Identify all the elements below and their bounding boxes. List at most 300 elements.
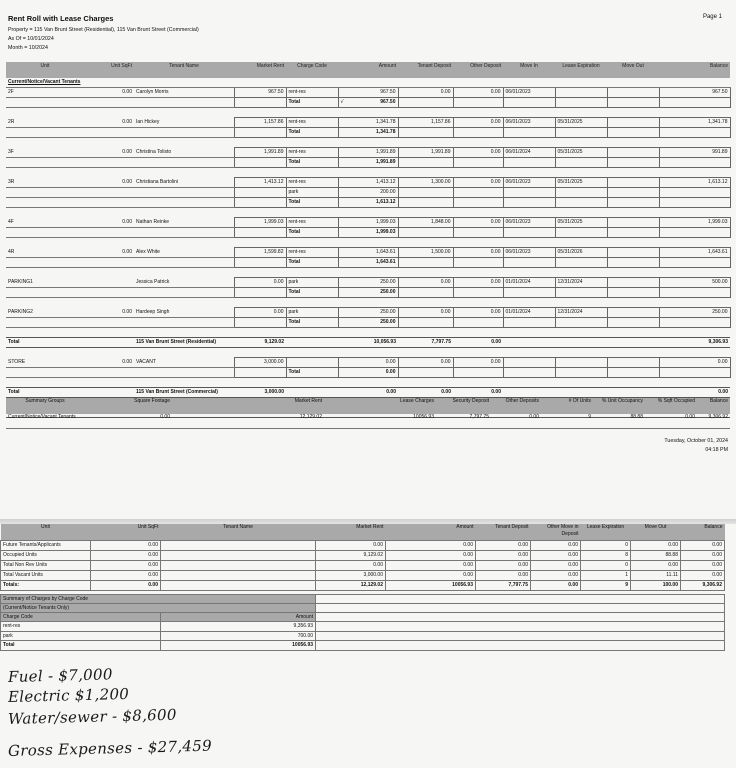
table-cell bbox=[286, 168, 338, 178]
table-cell bbox=[398, 198, 453, 208]
table-cell bbox=[286, 138, 338, 148]
col-unit: Unit bbox=[6, 62, 84, 78]
balance-cell: 500.00 bbox=[659, 278, 730, 288]
summary-sqft: 0.00 bbox=[91, 570, 161, 580]
table-cell bbox=[659, 298, 730, 308]
table-cell bbox=[134, 238, 234, 248]
table-cell bbox=[161, 580, 316, 590]
summary-balance: 9,306.92 bbox=[681, 580, 725, 590]
move-out-cell bbox=[607, 188, 659, 198]
printed-timestamp bbox=[664, 437, 728, 455]
table-cell bbox=[134, 108, 234, 118]
summary-deposit: 0.00 bbox=[476, 570, 531, 580]
tenant-cell: Christina Tolisto bbox=[134, 148, 234, 158]
table-cell bbox=[503, 378, 555, 388]
table-cell bbox=[503, 158, 555, 168]
lease-exp-cell: 05/31/2025 bbox=[555, 218, 607, 228]
table-cell bbox=[555, 138, 607, 148]
table-cell bbox=[607, 158, 659, 168]
summary-balance: 0.00 bbox=[681, 550, 725, 560]
unit-total-amount: 1,341.78 bbox=[338, 128, 398, 138]
table-cell bbox=[503, 368, 555, 378]
table-cell bbox=[607, 318, 659, 328]
table-cell bbox=[659, 198, 730, 208]
table-cell bbox=[503, 388, 555, 398]
table-cell bbox=[555, 358, 607, 368]
summary-occupancy: 88.88 bbox=[631, 550, 681, 560]
sqft-cell bbox=[84, 278, 134, 288]
as-of-line: As Of = 10/01/2024 bbox=[8, 36, 54, 42]
table-cell bbox=[286, 268, 338, 278]
table-cell bbox=[398, 378, 453, 388]
total-deposit: 0.00 bbox=[398, 388, 453, 398]
table-cell bbox=[84, 328, 134, 338]
move-in-cell: 06/01/2023 bbox=[503, 218, 555, 228]
charge-amount-col: Amount bbox=[161, 613, 316, 622]
table-cell bbox=[234, 98, 286, 108]
charge-code-col: Charge Code bbox=[1, 613, 161, 622]
table-cell bbox=[338, 378, 398, 388]
market-rent-cell: 1,157.86 bbox=[234, 118, 286, 128]
summary-market: 9,129.02 bbox=[316, 550, 386, 560]
table-cell bbox=[338, 268, 398, 278]
table-cell bbox=[6, 378, 84, 388]
unit-total-amount: 1,991.89 bbox=[338, 158, 398, 168]
spacer-row bbox=[6, 168, 730, 178]
unit-row bbox=[6, 248, 730, 258]
table-cell bbox=[659, 128, 730, 138]
other-deposit-cell: 0.00 bbox=[453, 308, 503, 318]
lease-exp-cell: 12/31/2024 bbox=[555, 278, 607, 288]
move-in-cell bbox=[503, 188, 555, 198]
table-cell bbox=[607, 378, 659, 388]
summary-other: 0.00 bbox=[531, 560, 581, 570]
col-unit-sqft: Unit SqFt bbox=[84, 62, 134, 78]
unit-total-label: Total bbox=[286, 198, 338, 208]
unit-total-row bbox=[6, 288, 730, 298]
table-cell bbox=[286, 108, 338, 118]
residential-total-row bbox=[6, 338, 730, 348]
balance-cell: 991.89 bbox=[659, 148, 730, 158]
table-cell bbox=[338, 298, 398, 308]
deposit-cell: 1,157.86 bbox=[398, 118, 453, 128]
unit-cell: 2R bbox=[6, 118, 84, 128]
other-deposit-cell: 0.00 bbox=[453, 178, 503, 188]
move-out-cell bbox=[607, 308, 659, 318]
table-cell bbox=[338, 238, 398, 248]
table-cell bbox=[453, 328, 503, 338]
table-cell bbox=[134, 168, 234, 178]
deposit-cell: 1,300.00 bbox=[398, 178, 453, 188]
total-deposit: 7,797.75 bbox=[398, 338, 453, 348]
market-rent-cell: 0.00 bbox=[234, 278, 286, 288]
table-cell bbox=[338, 328, 398, 338]
amount-cell: 0.00 bbox=[338, 358, 398, 368]
table-cell bbox=[234, 208, 286, 218]
table-cell bbox=[398, 138, 453, 148]
table-cell bbox=[607, 128, 659, 138]
table-cell bbox=[6, 258, 84, 268]
occupancy-row bbox=[1, 540, 725, 550]
table-cell bbox=[503, 128, 555, 138]
spacer-row bbox=[6, 298, 730, 308]
table-cell bbox=[161, 540, 316, 550]
tenant-cell: Alex White bbox=[134, 248, 234, 258]
handwritten-water-sewer: Water/sewer - $8,600 bbox=[7, 705, 177, 728]
amount-cell: 250.00 bbox=[338, 278, 398, 288]
unit-cell: 3F bbox=[6, 148, 84, 158]
table-cell bbox=[607, 358, 659, 368]
market-rent-cell bbox=[234, 188, 286, 198]
summary-balance: 0.00 bbox=[681, 560, 725, 570]
balance-cell: 1,643.61 bbox=[659, 248, 730, 258]
table-cell bbox=[6, 298, 84, 308]
total-other: 0.00 bbox=[453, 388, 503, 398]
other-deposit-cell: 0.00 bbox=[453, 118, 503, 128]
summary-other: 0.00 bbox=[531, 580, 581, 590]
table-cell bbox=[84, 158, 134, 168]
unit-total-row bbox=[6, 318, 730, 328]
table-cell bbox=[503, 318, 555, 328]
move-in-cell: 06/01/2023 bbox=[503, 88, 555, 98]
unit-cell bbox=[6, 188, 84, 198]
table-cell bbox=[84, 378, 134, 388]
market-rent-cell: 1,599.82 bbox=[234, 248, 286, 258]
table-cell bbox=[555, 328, 607, 338]
table-cell bbox=[453, 168, 503, 178]
table-cell bbox=[161, 560, 316, 570]
unit-row bbox=[6, 308, 730, 318]
charge-code-cell: rent-res bbox=[286, 218, 338, 228]
table-cell bbox=[555, 348, 607, 358]
table-cell bbox=[503, 298, 555, 308]
unit-row bbox=[6, 88, 730, 98]
table-cell bbox=[503, 228, 555, 238]
summary-groups-row: Current/Notice/Vacant Tenants 0.00 12,129.02 10056.93 7,797.75 0.00 9 88.88 0.00 9,306.92 bbox=[6, 414, 730, 428]
table-cell bbox=[503, 108, 555, 118]
unit-total-amount: 250.00 bbox=[338, 288, 398, 298]
table-cell bbox=[234, 368, 286, 378]
market-rent-cell: 3,000.00 bbox=[234, 358, 286, 368]
total-market: 9,129.02 bbox=[234, 338, 286, 348]
table-cell bbox=[659, 368, 730, 378]
table-cell bbox=[555, 378, 607, 388]
lease-exp-cell: 05/31/2025 bbox=[555, 118, 607, 128]
handwritten-gross-expenses: Gross Expenses - $27,459 bbox=[7, 736, 213, 760]
page-number: Page 1 bbox=[702, 14, 722, 20]
rent-roll-table bbox=[6, 62, 731, 418]
col-market-rent: Market Rent bbox=[234, 62, 286, 78]
unit-row bbox=[6, 278, 730, 288]
table-cell bbox=[503, 348, 555, 358]
unit-total-label: Total bbox=[286, 258, 338, 268]
table-cell bbox=[607, 198, 659, 208]
unit-cell: 4R bbox=[6, 248, 84, 258]
table-cell bbox=[503, 168, 555, 178]
spacer-row bbox=[6, 348, 730, 358]
occupancy-summary-table bbox=[0, 524, 725, 591]
deposit-cell: 0.00 bbox=[398, 278, 453, 288]
other-deposit-cell: 0.00 bbox=[453, 218, 503, 228]
table-cell bbox=[659, 108, 730, 118]
table-cell bbox=[555, 128, 607, 138]
table-cell bbox=[659, 228, 730, 238]
table-cell bbox=[555, 168, 607, 178]
charge-code-cell: park bbox=[286, 278, 338, 288]
table-cell bbox=[234, 128, 286, 138]
other-deposit-cell: 0.00 bbox=[453, 88, 503, 98]
table-cell bbox=[6, 108, 84, 118]
total-balance: 0.00 bbox=[659, 388, 730, 398]
table-cell bbox=[555, 388, 607, 398]
table-cell bbox=[659, 378, 730, 388]
move-out-cell bbox=[607, 148, 659, 158]
table-cell bbox=[6, 268, 84, 278]
summary-deposit: 0.00 bbox=[476, 540, 531, 550]
summary-other: 0.00 bbox=[531, 550, 581, 560]
balance-cell: 1,341.78 bbox=[659, 118, 730, 128]
deposit-cell: 0.00 bbox=[398, 308, 453, 318]
table-cell bbox=[6, 98, 84, 108]
table-cell bbox=[234, 258, 286, 268]
move-out-cell bbox=[607, 88, 659, 98]
table-cell bbox=[555, 298, 607, 308]
table-cell bbox=[503, 338, 555, 348]
table-cell bbox=[84, 238, 134, 248]
table-cell bbox=[398, 158, 453, 168]
summary-market: 12,129.02 bbox=[316, 580, 386, 590]
table-cell bbox=[134, 288, 234, 298]
table-cell bbox=[607, 328, 659, 338]
table-cell bbox=[134, 378, 234, 388]
table-cell bbox=[6, 368, 84, 378]
spacer-row bbox=[6, 208, 730, 218]
unit-total-amount: √ 967.50 bbox=[338, 98, 398, 108]
summary-sqft: 0.00 bbox=[91, 580, 161, 590]
table-cell bbox=[234, 198, 286, 208]
sqft-cell: 0.00 bbox=[84, 248, 134, 258]
table-cell bbox=[134, 128, 234, 138]
market-rent-cell: 1,991.89 bbox=[234, 148, 286, 158]
table-cell bbox=[453, 138, 503, 148]
market-rent-cell: 1,999.03 bbox=[234, 218, 286, 228]
table-cell bbox=[134, 208, 234, 218]
unit-row bbox=[6, 218, 730, 228]
table-cell bbox=[84, 318, 134, 328]
balance-cell: 1,999.03 bbox=[659, 218, 730, 228]
balance-cell bbox=[659, 188, 730, 198]
unit-cell: 4F bbox=[6, 218, 84, 228]
summary-balance: 0.00 bbox=[681, 570, 725, 580]
table-cell bbox=[234, 288, 286, 298]
other-deposit-cell: 0.00 bbox=[453, 278, 503, 288]
move-out-cell bbox=[607, 278, 659, 288]
deposit-cell bbox=[398, 188, 453, 198]
table-cell bbox=[453, 378, 503, 388]
summary-sqft: 0.00 bbox=[91, 560, 161, 570]
summary-label: Total Vacant Units bbox=[1, 570, 91, 580]
table-cell bbox=[6, 238, 84, 248]
table-cell bbox=[84, 98, 134, 108]
tenant-cell: VACANT bbox=[134, 358, 234, 368]
col-move-in: Move In bbox=[503, 62, 555, 78]
summary-deposit: 0.00 bbox=[476, 550, 531, 560]
table-cell bbox=[607, 268, 659, 278]
col-amount: Amount bbox=[338, 62, 398, 78]
col-other-deposit: Other Deposit bbox=[453, 62, 503, 78]
table-cell bbox=[659, 168, 730, 178]
table-cell bbox=[503, 208, 555, 218]
other-deposit-cell: 0.00 bbox=[453, 148, 503, 158]
spacer-row bbox=[6, 138, 730, 148]
table-cell bbox=[503, 238, 555, 248]
col-charge-code: Charge Code bbox=[286, 62, 338, 78]
charge-row: park 700.00 bbox=[1, 631, 725, 641]
table-cell bbox=[607, 108, 659, 118]
table-cell bbox=[6, 208, 84, 218]
summary-other: 0.00 bbox=[531, 570, 581, 580]
spacer-row bbox=[6, 238, 730, 248]
charge-total-row: Total 10056.93 bbox=[1, 641, 725, 651]
spacer-row bbox=[6, 378, 730, 388]
table-cell bbox=[607, 388, 659, 398]
table-cell bbox=[555, 108, 607, 118]
table-cell bbox=[134, 298, 234, 308]
rent-roll-header bbox=[6, 62, 730, 78]
summary-units: 0 bbox=[581, 560, 631, 570]
occupancy-header: Unit Unit SqFt Tenant Name Market Rent Amount Tenant Deposit Other Move in Deposit Lease Expiration Move Out Balance bbox=[1, 524, 725, 540]
lease-exp-cell bbox=[555, 88, 607, 98]
table-cell bbox=[6, 198, 84, 208]
tenant-cell: Christiana Bartolini bbox=[134, 178, 234, 188]
table-cell bbox=[134, 268, 234, 278]
table-cell bbox=[555, 268, 607, 278]
tenant-cell: Hardeep Singh bbox=[134, 308, 234, 318]
table-cell bbox=[398, 318, 453, 328]
table-cell bbox=[338, 348, 398, 358]
spacer-row bbox=[6, 328, 730, 338]
table-cell bbox=[84, 368, 134, 378]
table-cell bbox=[555, 258, 607, 268]
summary-units: 0 bbox=[581, 540, 631, 550]
table-cell bbox=[398, 238, 453, 248]
summary-balance: 0.00 bbox=[681, 540, 725, 550]
table-cell bbox=[453, 108, 503, 118]
charge-code-cell: rent-res bbox=[286, 148, 338, 158]
table-cell bbox=[234, 108, 286, 118]
table-cell bbox=[453, 98, 503, 108]
table-cell bbox=[6, 228, 84, 238]
summary-other: 0.00 bbox=[531, 540, 581, 550]
charge-code-summary bbox=[0, 594, 725, 651]
summary-groups-header: Summary Groups Square Footage Market Rent Lease Charges Security Deposit Other Deposits # Of Units % Unit Occupancy % Sqft Occupied Balance bbox=[6, 398, 730, 414]
unit-total-label: Total bbox=[286, 98, 338, 108]
market-rent-cell: 1,413.12 bbox=[234, 178, 286, 188]
table-cell bbox=[607, 288, 659, 298]
table-cell bbox=[555, 318, 607, 328]
summary-amount: 0.00 bbox=[386, 560, 476, 570]
table-cell bbox=[84, 198, 134, 208]
table-cell bbox=[234, 268, 286, 278]
table-cell bbox=[134, 328, 234, 338]
table-cell bbox=[84, 298, 134, 308]
sqft-cell: 0.00 bbox=[84, 218, 134, 228]
balance-cell: 967.50 bbox=[659, 88, 730, 98]
other-deposit-cell bbox=[453, 188, 503, 198]
tenant-cell: Jessica Patrick bbox=[134, 278, 234, 288]
table-cell bbox=[6, 138, 84, 148]
table-cell bbox=[555, 198, 607, 208]
unit-cell: PARKING2 bbox=[6, 308, 84, 318]
store-row bbox=[6, 358, 730, 368]
charge-summary-title: Summary of Charges by Charge Code bbox=[1, 595, 316, 604]
table-cell bbox=[659, 208, 730, 218]
summary-amount: 0.00 bbox=[386, 570, 476, 580]
summary-deposit: 0.00 bbox=[476, 560, 531, 570]
table-cell bbox=[234, 238, 286, 248]
unit-total-row bbox=[6, 98, 730, 108]
table-cell bbox=[234, 348, 286, 358]
col-move-out: Move Out bbox=[607, 62, 659, 78]
table-cell bbox=[286, 238, 338, 248]
section-header: Current/Notice/Vacant Tenants bbox=[6, 78, 730, 88]
table-cell bbox=[453, 258, 503, 268]
table-cell bbox=[659, 98, 730, 108]
table-cell bbox=[555, 208, 607, 218]
table-cell bbox=[398, 128, 453, 138]
balance-cell: 1,613.12 bbox=[659, 178, 730, 188]
unit-cell: 2F bbox=[6, 88, 84, 98]
deposit-cell: 0.00 bbox=[398, 88, 453, 98]
col-tenant-deposit: Tenant Deposit bbox=[398, 62, 453, 78]
table-cell bbox=[234, 328, 286, 338]
property-line: Property = 115 Van Brunt Street (Residential), 115 Van Brunt Street (Commercial) bbox=[8, 27, 199, 33]
unit-total-amount: 1,643.61 bbox=[338, 258, 398, 268]
amount-cell: 967.50 bbox=[338, 88, 398, 98]
table-cell bbox=[659, 138, 730, 148]
tenant-cell: Nathan Reinke bbox=[134, 218, 234, 228]
summary-units: 1 bbox=[581, 570, 631, 580]
table-cell bbox=[286, 338, 338, 348]
summary-groups-table bbox=[6, 398, 730, 429]
lease-exp-cell: 05/31/2025 bbox=[555, 178, 607, 188]
sqft-cell bbox=[84, 188, 134, 198]
table-cell bbox=[555, 368, 607, 378]
handwritten-electric: Electric $1,200 bbox=[7, 684, 130, 706]
table-cell bbox=[134, 258, 234, 268]
table-cell bbox=[398, 298, 453, 308]
table-cell bbox=[286, 298, 338, 308]
table-cell bbox=[659, 268, 730, 278]
tenant-cell bbox=[134, 188, 234, 198]
summary-amount: 0.00 bbox=[386, 540, 476, 550]
printed-date: Tuesday, October 01, 2024 bbox=[664, 438, 728, 444]
tenant-cell: Ian Hickey bbox=[134, 118, 234, 128]
table-cell bbox=[398, 168, 453, 178]
summary-sqft: 0.00 bbox=[91, 540, 161, 550]
table-cell bbox=[453, 238, 503, 248]
table-cell bbox=[84, 348, 134, 358]
unit-total-label: Total bbox=[286, 128, 338, 138]
move-in-cell: 06/01/2023 bbox=[503, 178, 555, 188]
table-cell bbox=[134, 98, 234, 108]
summary-amount: 10056.93 bbox=[386, 580, 476, 590]
charge-row: rent-res 9,356.93 bbox=[1, 622, 725, 632]
table-cell bbox=[453, 368, 503, 378]
table-cell bbox=[134, 198, 234, 208]
table-cell bbox=[234, 318, 286, 328]
table-cell bbox=[503, 258, 555, 268]
